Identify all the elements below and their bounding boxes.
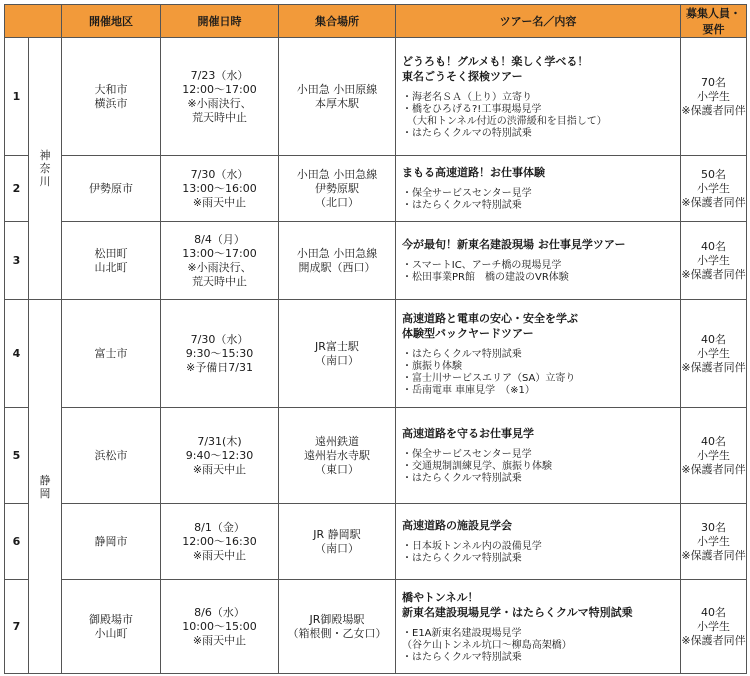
meeting-place-line: 小田急 小田原線 [296,82,378,96]
meeting-place-line: JR富士駅 [315,339,359,353]
tour-title-line: 高速道路の施設見学会 [402,519,512,532]
table-row [5,300,747,408]
meeting-place-cell [279,580,396,674]
requirement-line: 小学生 [697,619,730,633]
date-line: 7/30（水） [190,167,249,181]
table-row [5,222,747,300]
tour-items [402,349,674,397]
meeting-place-line: （南口） [315,353,359,367]
requirement-line: ※保護者同伴 [681,548,746,562]
tour-items [402,92,674,140]
requirement-line: ※保護者同伴 [681,267,746,281]
area-line: 小山町 [94,626,128,640]
meeting-place-line: 小田急 小田急線 [296,167,378,181]
row-number: 1 [5,38,29,156]
tour-title [402,311,674,341]
header-blank [5,5,62,38]
requirements-cell [681,300,747,408]
tour-title [402,590,674,620]
requirement-line: 小学生 [697,181,730,195]
requirement-line: 70名 [701,75,726,89]
requirement-line: ※保護者同伴 [681,195,746,209]
header-place: 集合場所 [279,5,396,38]
tour-title-line: 体験型バックヤードツアー [402,326,534,340]
tour-item: ・交通規制訓練見学、旗振り体験 [402,461,552,472]
requirements-cell [681,156,747,222]
header-date: 開催日時 [161,5,279,38]
prefecture-char: 奈 [39,162,51,175]
area-cell [62,504,161,580]
date-cell [161,408,279,504]
date-line: 13:00～16:00 [182,181,257,195]
date-cell [161,504,279,580]
tour-title-line: 高速道路を守るお仕事見学 [402,427,534,440]
requirement-line: 小学生 [697,253,730,267]
requirement-line: 30名 [701,520,726,534]
date-cell [161,156,279,222]
meeting-place-cell [279,300,396,408]
tour-title-line: どうろも！グルメも！楽しく学べる！ [402,54,589,68]
row-number: 4 [5,300,29,408]
requirement-line: ※保護者同伴 [681,103,746,117]
area-line: 富士市 [94,346,128,360]
prefecture-char: 神 [39,149,51,162]
table-row [5,408,747,504]
prefecture-char: 静 [39,473,51,487]
requirements-cell [681,408,747,504]
meeting-place-line: （北口） [315,195,359,209]
date-line: ※予備日7/31 [186,360,253,374]
tour-cell [396,38,681,156]
date-line: 8/4（月） [194,232,245,246]
date-line: 8/1（金） [194,520,245,534]
tour-item: ・E1A新東名建設現場見学 [402,627,522,639]
tour-items [402,541,674,565]
tour-title [402,54,674,84]
tour-title [402,426,674,441]
area-line: 松田町 [94,246,128,260]
area-line: 横浜市 [94,96,128,110]
area-line: 山北町 [94,260,128,274]
tour-cell [396,580,681,674]
requirement-line: ※保護者同伴 [681,462,746,476]
tour-title-line: 橋やトンネル！ [402,590,479,604]
meeting-place-cell [279,408,396,504]
tour-item: ・岳南電車 車庫見学 （※1） [402,384,535,396]
date-line: ※小雨決行、 [187,260,252,274]
table-row [5,580,747,674]
date-line: ※雨天中止 [192,633,247,647]
date-line: 荒天時中止 [192,110,247,124]
area-line: 大和市 [94,82,128,96]
meeting-place-line: 開成駅（西口） [298,260,376,274]
tour-title-line: 高速道路と電車の安心・安全を学ぶ [402,311,578,325]
row-number: 7 [5,580,29,674]
date-line: 7/31(木) [197,434,242,448]
requirement-line: 小学生 [697,346,730,360]
area-line: 浜松市 [94,448,128,462]
requirement-line: ※保護者同伴 [681,633,746,647]
meeting-place-line: 小田急 小田急線 [296,246,378,260]
meeting-place-line: 本厚木駅 [315,96,359,110]
tour-title-line: 新東名建設現場見学・はたらくクルマ特別試乗 [402,605,633,619]
tour-item: ・スマートIC、アーチ橋の現場見学 [402,260,562,271]
tour-cell [396,408,681,504]
row-number: 6 [5,504,29,580]
tour-items [402,260,674,284]
table-row [5,38,747,156]
header-tour: ツアー名／内容 [396,5,681,38]
tour-item: ・富士川サービスエリア（SA）立寄り [402,372,576,384]
date-line: 12:00～17:00 [182,82,257,96]
meeting-place-line: 遠州岩水寺駅 [304,448,370,462]
area-cell [62,408,161,504]
table-row [5,156,747,222]
requirement-line: 40名 [701,332,726,346]
requirements-cell [681,580,747,674]
tour-item: ・はたらくクルマ特別試乗 [402,553,522,564]
date-line: 8/6（水） [194,605,245,619]
tour-title-line: 東名ごうそく探検ツアー [402,69,523,83]
meeting-place-cell [279,222,396,300]
date-cell [161,580,279,674]
tour-title-line: まもる高速道路！お仕事体験 [402,166,545,179]
tour-item: ・橋をひろげる?!工事現場見学 [402,103,542,115]
meeting-place-cell [279,156,396,222]
requirements-cell [681,504,747,580]
area-cell [62,300,161,408]
tour-item: ・旗振り体験 [402,360,462,372]
tour-cell [396,300,681,408]
row-number: 5 [5,408,29,504]
meeting-place-line: （東口） [315,462,359,476]
tour-item: ・はたらくクルマ特別試乗 [402,200,522,211]
tour-cell [396,156,681,222]
date-line: ※雨天中止 [192,195,247,209]
requirement-line: 50名 [701,167,726,181]
meeting-place-cell [279,38,396,156]
prefecture-cell [29,300,62,674]
requirement-line: 40名 [701,605,726,619]
date-line: 9:30～15:30 [185,346,254,360]
requirement-line: 40名 [701,434,726,448]
tour-cell [396,504,681,580]
table-row [5,504,747,580]
date-line: 9:40～12:30 [185,448,254,462]
tour-items [402,188,674,212]
header-area: 開催地区 [62,5,161,38]
meeting-place-line: （箱根側・乙女口） [287,626,387,640]
tour-title [402,518,674,533]
tour-item: ・海老名ＳＡ（上り）立寄り [402,91,532,103]
tour-item: ・日本坂トンネル内の設備見学 [402,541,542,552]
tour-item: ・はたらくクルマ特別試乗 [402,651,522,663]
tour-item: （大和トンネル付近の渋滞緩和を目指して） [402,115,607,127]
requirement-line: 40名 [701,239,726,253]
area-cell [62,38,161,156]
date-cell [161,38,279,156]
date-line: 10:00～15:00 [182,619,257,633]
tour-cell [396,222,681,300]
area-cell [62,156,161,222]
table-body [5,38,747,674]
date-line: ※雨天中止 [192,462,247,476]
date-line: 12:00～16:30 [182,534,257,548]
requirements-cell [681,222,747,300]
requirements-cell [681,38,747,156]
meeting-place-line: 伊勢原駅 [315,181,359,195]
date-line: 荒天時中止 [192,274,247,288]
area-line: 伊勢原市 [89,181,133,195]
date-line: ※小雨決行、 [187,96,252,110]
date-line: 7/23（水） [190,68,249,82]
area-cell [62,222,161,300]
prefecture-cell [29,38,62,300]
tour-schedule-table [4,4,747,674]
tour-item: （谷ケ山トンネル坑口～柳島高架橋） [402,639,572,651]
meeting-place-line: （南口） [315,541,359,555]
requirement-line: 小学生 [697,89,730,103]
prefecture-char: 岡 [39,486,51,500]
date-line: ※雨天中止 [192,548,247,562]
tour-items [402,449,674,485]
meeting-place-line: JR御殿場駅 [309,612,365,626]
header-row [5,5,747,38]
requirement-line: 小学生 [697,448,730,462]
area-line: 静岡市 [94,534,128,548]
meeting-place-cell [279,504,396,580]
tour-title [402,165,674,180]
date-line: 13:00～17:00 [182,246,257,260]
area-line: 御殿場市 [89,612,133,626]
date-cell [161,300,279,408]
header-requirements: 募集人員・要件 [681,5,747,38]
prefecture-char: 川 [39,175,51,188]
row-number: 3 [5,222,29,300]
tour-item: ・はたらくクルマ特別試乗 [402,348,522,360]
row-number: 2 [5,156,29,222]
area-cell [62,580,161,674]
tour-item: ・保全サービスセンター見学 [402,449,532,460]
tour-items [402,628,674,664]
meeting-place-line: 遠州鉄道 [315,434,359,448]
tour-title [402,237,674,252]
tour-item: ・保全サービスセンター見学 [402,188,532,199]
requirement-line: ※保護者同伴 [681,360,746,374]
date-cell [161,222,279,300]
tour-item: ・はたらくクルマ特別試乗 [402,473,522,484]
tour-title-line: 今が最旬！新東名建設現場 お仕事見学ツアー [402,238,626,251]
meeting-place-line: JR 静岡駅 [313,527,361,541]
requirement-line: 小学生 [697,534,730,548]
tour-item: ・はたらくクルマの特別試乗 [402,127,532,139]
date-line: 7/30（水） [190,332,249,346]
tour-item: ・松田事業PR館 橋の建設のVR体験 [402,272,569,283]
